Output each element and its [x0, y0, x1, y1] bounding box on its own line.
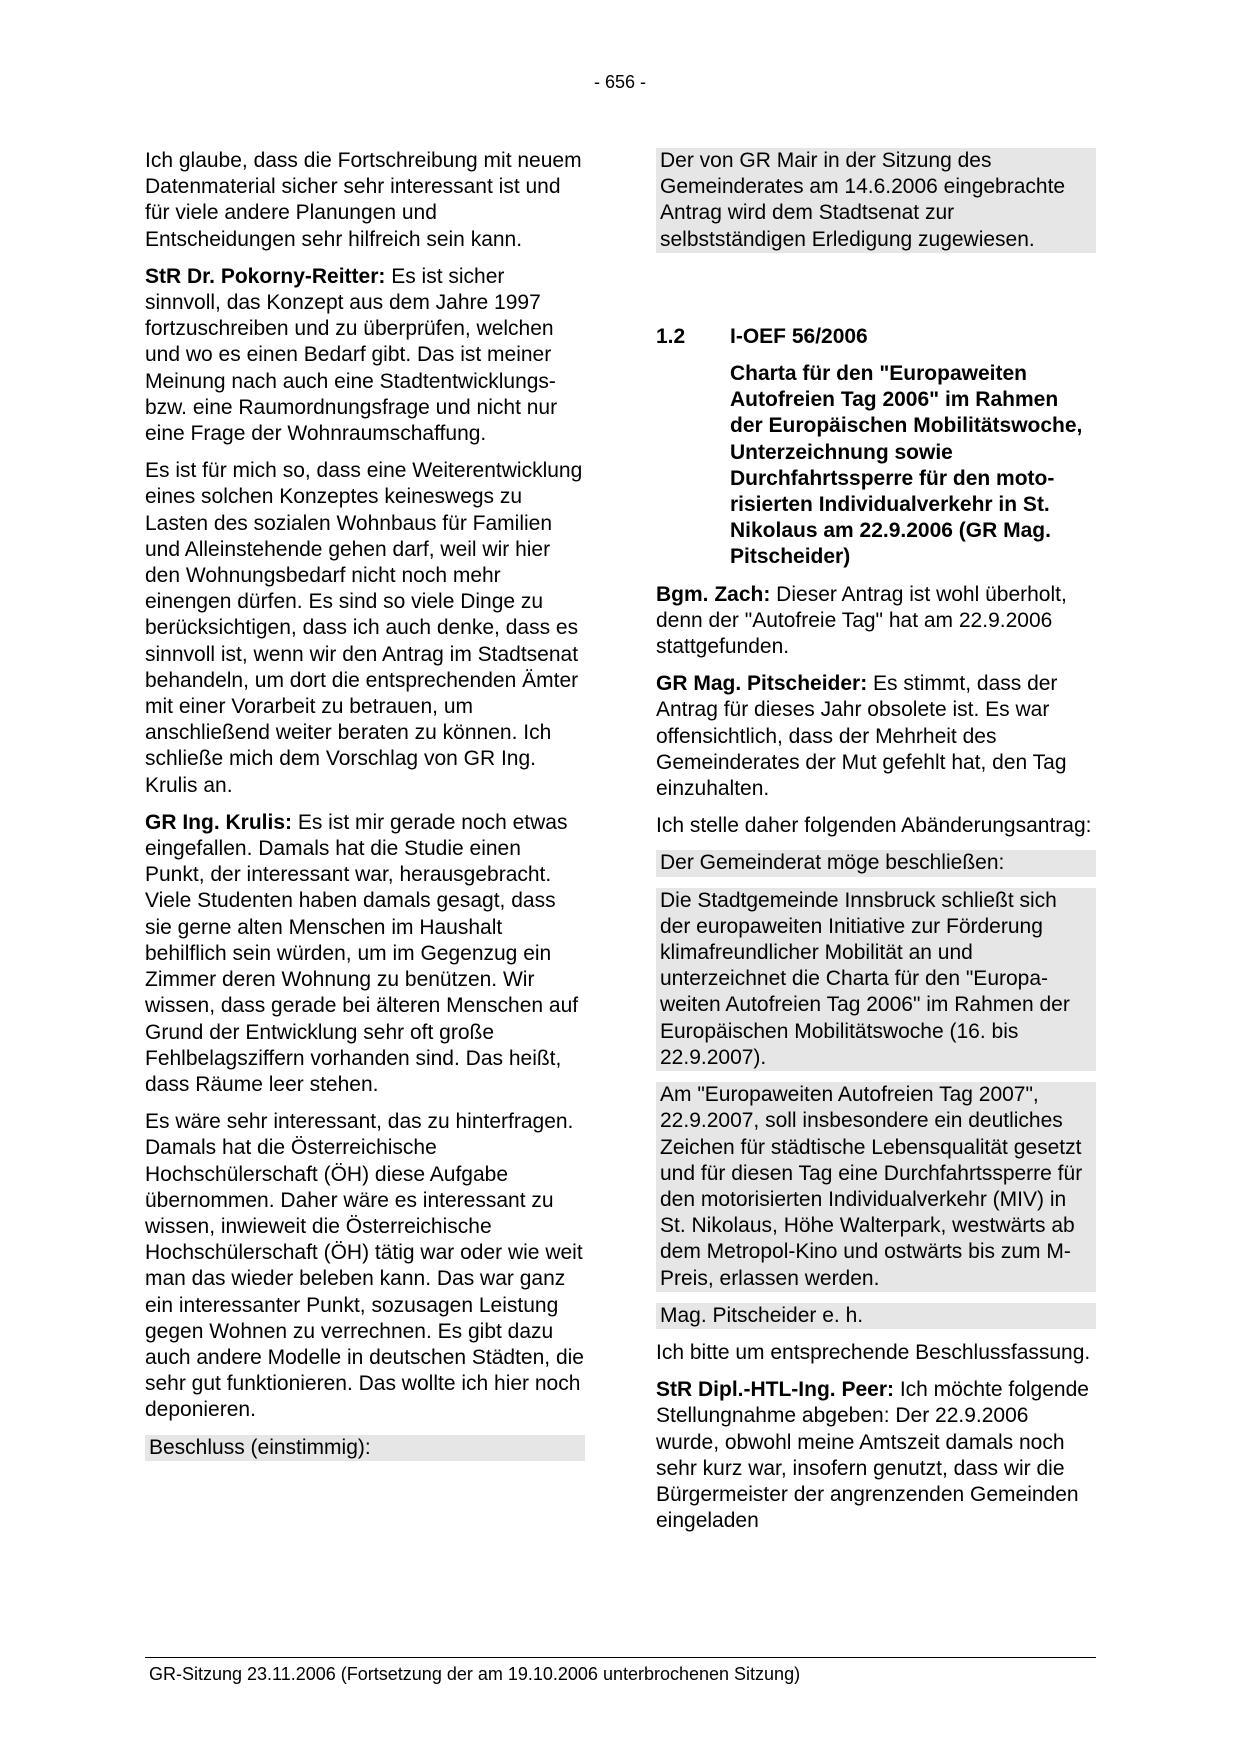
page-number: - 656 -	[593, 72, 647, 92]
speaker-name: StR Dipl.-HTL-Ing. Peer:	[656, 1378, 894, 1402]
footer-text: GR-Sitzung 23.11.2006 (Fortsetzung der am 19.10.2006 unterbrochenen Sitzung)	[149, 1664, 801, 1684]
left-column	[145, 148, 585, 1472]
agenda-item-header	[656, 324, 1096, 350]
agenda-title: Charta für den "Europaweiten Autofreien Tag 2006" im Rahmen der Europäischen Mobilitätswoche, Unterzeichnung sowie Durchfahrtssperre für den motorisierten Individualverkehr in St. Nikolaus am 22.9.2006 (GR Mag. Pitscheider)	[730, 362, 1083, 569]
speech-text: Dieser Antrag ist wohl überholt, denn der "Autofreie Tag" hat am 22.9.2006 stattgefunden.	[656, 582, 1067, 659]
speech-krulis	[145, 810, 585, 1098]
speech-text: Es ist mir gerade noch etwas eingefallen. Damals hat die Studie einen Punkt, der interessant war, herausgebracht. Viele Studenten haben damals gesagt, dass sie gerne alten Menschen im Haushalt behilflich sein würden, um im Gegenzug ein Zimmer deren Wohnung zu benützen. Wir wissen, dass gerade bei älteren Menschen auf Grund der Entwicklung sehr oft große Fehlbelagsziffern vorhanden sind. Das heißt, dass Räume leer stehen.	[145, 810, 579, 1096]
spacer	[656, 264, 1096, 324]
agenda-code: I-OEF 56/2006	[730, 324, 868, 348]
speaker-name: Bgm. Zach:	[656, 582, 771, 606]
speech-pitscheider	[656, 671, 1096, 802]
motion-paragraph: Die Stadtgemeinde Innsbruck schließt sich der europaweiten Initiative zur Förderung klimafreundlicher Mobilität an und unterzeichnet die Charta für den "Europaweiten Autofreien Tag 2006" im Rahmen der Europäischen Mobilitätswoche (16. bis 22.9.2007).	[656, 888, 1096, 1071]
speech-text: Ich möchte folgende Stellungnahme abgeben: Der 22.9.2006 wurde, obwohl meine Amtszeit damals noch sehr kurz war, insofern genutzt, dass wir die Bürgermeister der angrenzenden Gemeinden eingeladen	[656, 1378, 1089, 1533]
right-column	[656, 148, 1096, 1545]
speech-zach	[656, 582, 1096, 661]
paragraph: Ich glaube, dass die Fortschreibung mit neuem Datenmaterial sicher sehr interessant ist und für viele andere Planungen und Entscheidungen sehr hilfreich sein kann.	[145, 149, 582, 251]
motion-signature: Mag. Pitscheider e. h.	[656, 1303, 1096, 1329]
speech-pokorny-reitter	[145, 264, 585, 447]
paragraph: Ich bitte um entsprechende Beschlussfassung.	[656, 1340, 1091, 1364]
resolution-text: Der von GR Mair in der Sitzung des Gemeinderates am 14.6.2006 eingebrachte Antrag wird dem Stadtsenat zur selbstständigen Erledigung zugewiesen.	[656, 148, 1096, 253]
footer-divider	[145, 1657, 1096, 1658]
paragraph: Es wäre sehr interessant, das zu hinterfragen. Damals hat die Österreichische Hochschülerschaft (ÖH) diese Aufgabe übernommen. Daher wäre es interessant zu wissen, inwieweit die Österreichische Hochschülerschaft (ÖH) tätig war oder wie weit man das wieder beleben kann. Das war ganz ein interessanter Punkt, sozusagen Leistung gegen Wohnen zu verrechnen. Es gibt dazu auch andere Modelle in deutschen Städten, die sehr gut funktionieren. Das wollte ich hier noch deponieren.	[145, 1110, 584, 1422]
motion-intro: Der Gemeinderat möge beschließen:	[656, 850, 1096, 876]
agenda-number: 1.2	[656, 324, 686, 348]
paragraph: Es ist für mich so, dass eine Weiterentwicklung eines solchen Konzeptes keineswegs zu Lasten des sozialen Wohnbaus für Familien und Alleinstehende gehen darf, weil wir hier den Wohnungsbedarf nicht noch mehr einengen dürfen. Es sind so viele Dinge zu berücksichtigen, dass ich auch denke, dass es sinnvoll ist, wenn wir den Antrag im Stadtsenat behandeln, um dort die entsprechenden Ämter mit einer Vorarbeit zu betrauen, um anschließend weiter beraten zu können. Ich schließe mich dem Vorschlag von GR Ing. Krulis an.	[145, 459, 583, 797]
speaker-name: StR Dr. Pokorny-Reitter:	[145, 264, 386, 288]
speaker-name: GR Mag. Pitscheider:	[656, 672, 868, 696]
resolution-label: Beschluss (einstimmig):	[145, 1435, 585, 1461]
motion-paragraph: Am "Europaweiten Autofreien Tag 2007", 22.9.2007, soll insbesondere ein deutliches Zeichen für städtische Lebensqualität gesetzt und für diesen Tag eine Durchfahrtssperre für den motorisierten Individualverkehr (MIV) in St. Nikolaus, Höhe Walterpark, westwärts ab dem Metropol-Kino und ostwärts bis zum M-Preis, erlassen werden.	[656, 1082, 1096, 1292]
speech-peer	[656, 1377, 1096, 1534]
speech-text: Es ist sicher sinnvoll, das Konzept aus dem Jahre 1997 fortzuschreiben und zu überprüfen, welchen und wo es einen Bedarf gibt. Das ist meiner Meinung nach auch eine Stadtentwicklungs- bzw. eine Raumordnungsfrage und nicht nur eine Frage der Wohnraumschaffung.	[145, 264, 558, 446]
speech-text: Es stimmt, dass der Antrag für dieses Jahr obsolete ist. Es war offensichtlich, dass der Mehrheit des Gemeinderates der Mut gefehlt hat, den Tag einzuhalten.	[656, 672, 1067, 801]
paragraph: Ich stelle daher folgenden Abänderungsantrag:	[656, 814, 1092, 838]
speaker-name: GR Ing. Krulis:	[145, 810, 292, 834]
